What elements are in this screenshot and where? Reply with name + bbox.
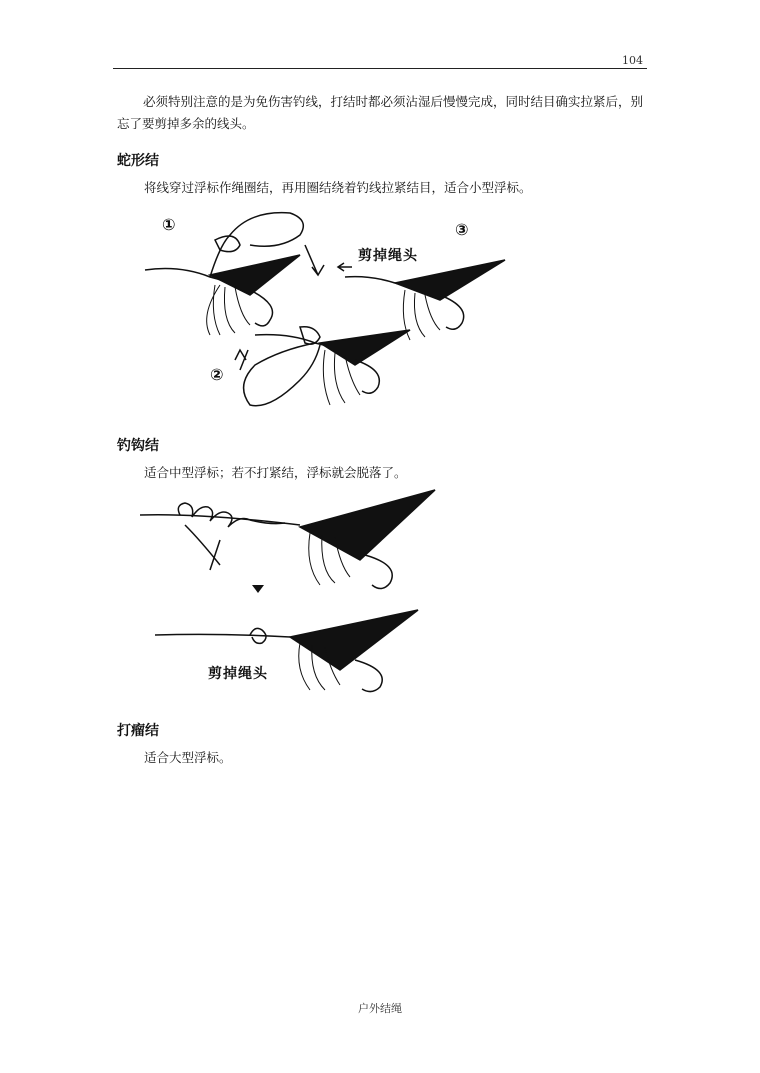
cut-end-label-2: 剪掉绳头 [208, 666, 268, 682]
hook-knot-illustration [140, 485, 440, 700]
hook-knot-figure [140, 485, 440, 700]
fly-upper-drawing [140, 490, 435, 589]
fly-3-drawing [338, 260, 505, 340]
fly-lower-drawing [155, 610, 418, 692]
section-text-hook-knot: 适合中型浮标；若不打紧结，浮标就会脱落了。 [144, 465, 407, 480]
section-text-snake-knot: 将线穿过浮标作绳圈结，再用圈结绕着钓线拉紧结目，适合小型浮标。 [144, 180, 532, 195]
page-footer: 户外结绳 [358, 1002, 402, 1015]
header-rule [113, 68, 647, 69]
step-3-marker: ③ [455, 220, 470, 239]
intro-paragraph: 必须特别注意的是为免伤害钓线，打结时都必须沾湿后慢慢完成，同时结目确实拉紧后，别忘了要剪掉多余的线头。 [117, 94, 644, 131]
fly-2-drawing [235, 327, 410, 406]
down-arrow-icon [252, 585, 264, 593]
section-title-stopper-knot: 打瘤结 [117, 723, 159, 739]
step-1-marker: ① [162, 215, 177, 234]
page-number: 104 [622, 54, 643, 67]
section-title-snake-knot: 蛇形结 [117, 153, 159, 169]
step-2-marker: ② [210, 365, 225, 384]
section-title-hook-knot: 钓钩结 [117, 438, 159, 454]
snake-knot-figure [140, 205, 510, 415]
cut-end-label-1: 剪掉绳头 [358, 248, 418, 264]
section-text-stopper-knot: 适合大型浮标。 [144, 750, 232, 765]
